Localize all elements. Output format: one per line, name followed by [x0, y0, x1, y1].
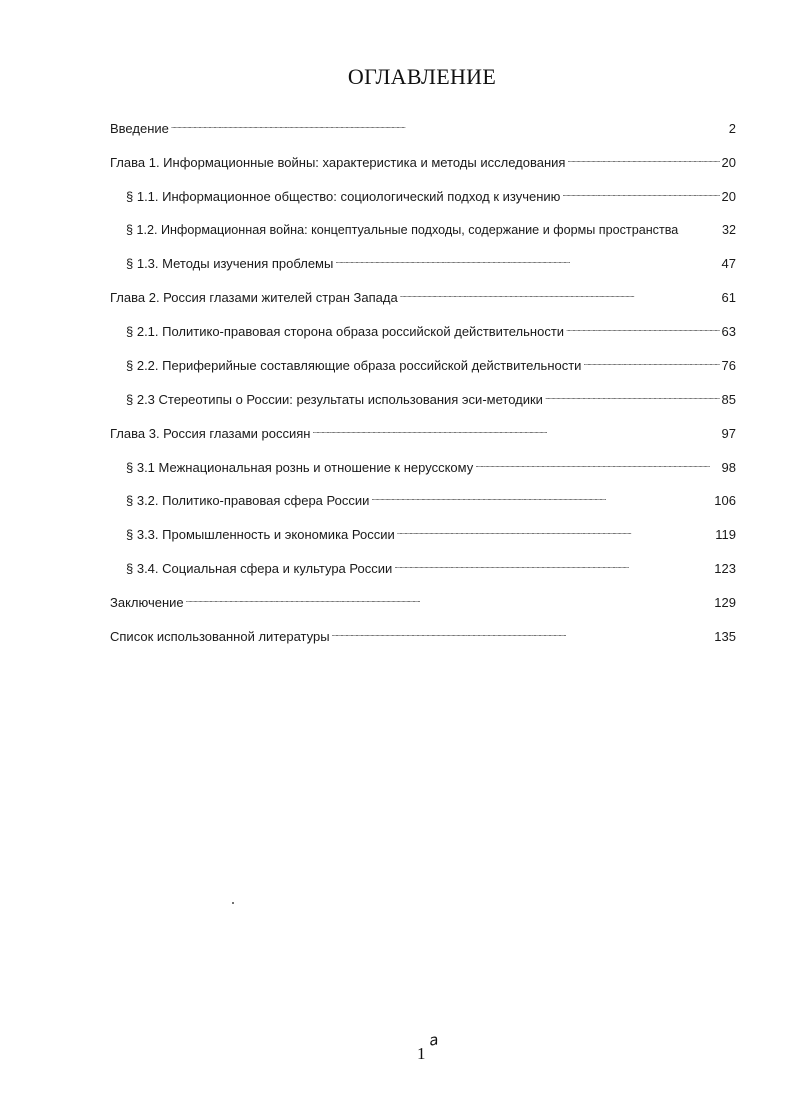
toc-entry-page: 98 [721, 460, 736, 475]
toc-entry-page: 32 [721, 223, 736, 237]
page-number: 1 [417, 1044, 426, 1063]
toc-entry-page: 135 [714, 629, 736, 644]
toc-entry-page: 106 [714, 493, 736, 508]
dot-leader [680, 218, 720, 234]
toc-entry-page: 97 [721, 426, 736, 441]
dot-leader [394, 557, 712, 573]
dot-leader [475, 456, 719, 472]
toc-entry-chapter-1[interactable] [110, 151, 736, 171]
dot-leader [566, 320, 719, 336]
toc-entry-page: 2 [728, 121, 736, 136]
toc-entry-page: 47 [721, 256, 736, 271]
toc-entry-label: § 3.1 Межнациональная рознь и отношение к нерусскому [126, 460, 474, 475]
dot-leader [397, 523, 714, 539]
toc-entry-label: § 1.2. Информационная война: концептуальные подходы, содержание и формы пространства [126, 223, 679, 237]
toc-entry-page: 76 [721, 358, 736, 373]
toc-entry-label: § 2.1. Политико-правовая сторона образа российской действительности [126, 324, 565, 339]
toc-entry-conclusion[interactable] [110, 591, 736, 611]
toc-entry-label: § 3.2. Политико-правовая сфера России [126, 493, 370, 508]
toc-entry-page: 129 [714, 595, 736, 610]
toc-entry-label: § 2.3 Стереотипы о России: результаты использования эси-методики [126, 392, 543, 407]
toc-entry-chapter-2[interactable] [110, 286, 736, 306]
dot-leader [545, 388, 720, 404]
toc-entry-introduction[interactable] [110, 117, 736, 137]
page-title: ОГЛАВЛЕНИЕ [347, 64, 497, 89]
dot-leader [335, 252, 719, 268]
toc-entry-label: Глава 1. Информационные войны: характеристика и методы исследования [110, 155, 566, 170]
toc-entry-page: 61 [721, 290, 736, 305]
toc-entry-chapter-3[interactable] [110, 422, 736, 442]
scan-speck [232, 902, 234, 904]
toc-entry-page: 20 [721, 189, 736, 204]
toc-entry-section-2-1[interactable] [126, 320, 736, 340]
toc-entry-section-3-4[interactable] [126, 557, 736, 577]
toc-entry-label: Глава 2. Россия глазами жителей стран Запада [110, 290, 398, 305]
toc-entry-label: § 3.3. Промышленность и экономика России [126, 527, 395, 542]
toc-entry-section-2-2[interactable] [126, 354, 736, 374]
toc-entry-section-3-3[interactable] [126, 523, 736, 543]
dot-leader [583, 354, 719, 370]
toc-entry-section-3-1[interactable] [126, 456, 736, 476]
dot-leader [562, 185, 719, 201]
dot-leader [371, 489, 712, 505]
dot-leader [171, 117, 727, 133]
dot-leader [313, 422, 720, 438]
handwritten-annotation: a [427, 1030, 440, 1050]
toc-entry-section-2-3[interactable] [126, 388, 736, 408]
toc-entry-page: 119 [715, 527, 736, 542]
toc-entry-page: 20 [721, 155, 736, 170]
toc-entry-label: Заключение [110, 595, 184, 610]
toc-entry-bibliography[interactable] [110, 625, 736, 645]
toc-entry-page: 123 [714, 561, 736, 576]
toc-entry-label: § 1.3. Методы изучения проблемы [126, 256, 334, 271]
toc-entry-label: § 1.1. Информационное общество: социологический подход к изучению [126, 189, 561, 204]
dot-leader [186, 591, 713, 607]
toc-entry-label: Глава 3. Россия глазами россиян [110, 426, 311, 441]
toc-entry-section-1-2[interactable] [126, 218, 736, 238]
toc-entry-page: 63 [721, 324, 736, 339]
toc-entry-label: Введение [110, 121, 169, 136]
toc-entry-section-3-2[interactable] [126, 489, 736, 509]
toc-entry-section-1-3[interactable] [126, 252, 736, 272]
dot-leader [332, 625, 713, 641]
toc-entry-label: § 2.2. Периферийные составляющие образа российской действительности [126, 358, 582, 373]
dot-leader [567, 151, 719, 167]
toc-entry-label: Список использованной литературы [110, 629, 330, 644]
toc-entry-label: § 3.4. Социальная сфера и культура России [126, 561, 393, 576]
dot-leader [400, 286, 720, 302]
toc-entry-section-1-1[interactable] [126, 185, 736, 205]
toc-entry-page: 85 [721, 392, 736, 407]
